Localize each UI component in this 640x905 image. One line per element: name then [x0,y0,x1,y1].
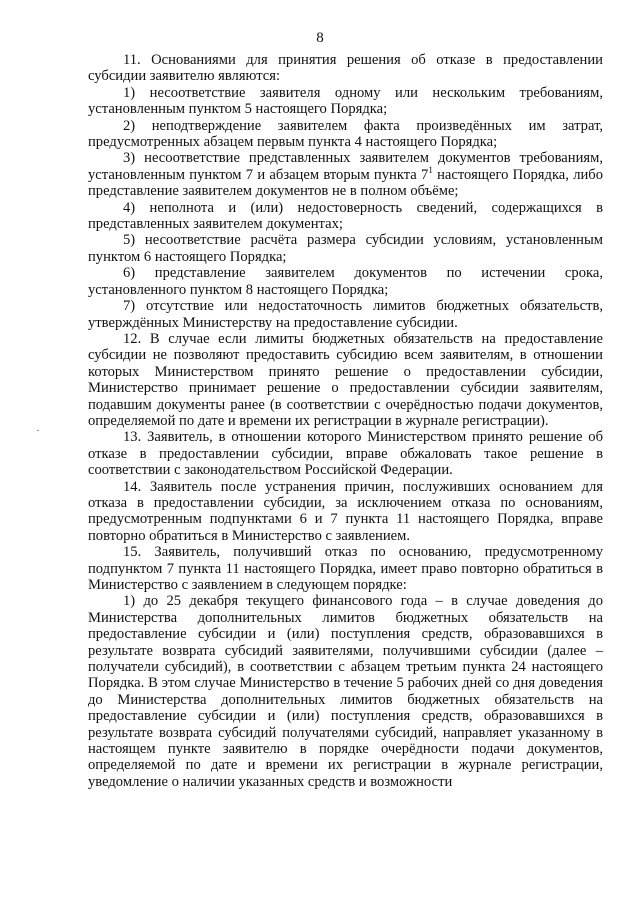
page-number: 8 [316,30,324,46]
paragraph-14: 14. Заявитель после устранения причин, послуживших основанием для отказа в предоставлении субсидии, за исключением отказа по основаниям, предусмотренным подпунктами 6 и 7 пункта 11 настоящего Порядка, вправе повторно обратиться в Министерство с заявлением. [88,478,603,544]
item-11-2: 2) неподтверждение заявителем факта произведённых им затрат, предусмотренных абзацем первым пункта 4 настоящего Порядка; [88,117,603,151]
document-body [88,52,603,790]
paragraph-12: 12. В случае если лимиты бюджетных обязательств на предоставление субсидии не позволяют предоставить субсидию всем заявителям, в отношении которых Министерством принято решение о предоставлении субсидии, Министерство принимает решение о предоставлении субсидии заявителям, подавшим документы ранее (в соответствии с очерёдностью подачи документов, определяемой по дате и времени их регистрации в журнале регистрации). [88,330,603,429]
item-11-1: 1) несоответствие заявителя одному или нескольким требованиям, установленным пунктом 5 настоящего Порядка; [88,84,603,118]
item-11-6: 6) представление заявителем документов по истечении срока, установленного пунктом 8 настоящего Порядка; [88,265,603,298]
item-15-1: 1) до 25 декабря текущего финансового года – в случае доведения до Министерства дополнительных лимитов бюджетных обязательств на предоставление субсидии и (или) поступления средств, образовавшихся в результате возврата субсидий заявителями, получившими субсидии (далее – получатели субсидий), в соответствии с абзацем третьим пункта 24 настоящего Порядка. В этом случае Министерство в течение 5 рабочих дней со дня доведения до Министерства дополнительных лимитов бюджетных обязательств на предоставление субсидии и (или) поступления средств, образовавшихся в результате возврата субсидий получателями субсидий, направляет указанному в настоящем пункте заявителю в порядке очерёдности подачи документов, определяемой по дате и времени их регистрации в журнале регистрации, уведомление о наличии указанных средств и возможности [88,593,603,790]
item-11-3: 3) несоответствие представленных заявителем документов требованиям, установленным пунктом 7 и абзацем вторым пункта $7^1$ настоящего Порядка, либо представление заявителем документов не в полном объёме; [88,150,604,200]
paragraph-15: 15. Заявитель, получивший отказ по основанию, предусмотренному подпунктом 7 пункта 11 настоящего Порядка, имеет право повторно обратиться в Министерство с заявлением в следующем порядке: [88,544,603,593]
scan-mark [37,430,39,431]
paragraph-13: 13. Заявитель, в отношении которого Министерством принято решение об отказе в предоставлении субсидии, вправе обжаловать такое решение в соответствии с законодательством Российской Федерации. [88,429,603,479]
item-11-5: 5) несоответствие расчёта размера субсидии условиям, установленным пунктом 6 настоящего Порядка; [88,232,603,265]
item-11-4: 4) неполнота и (или) недостоверность сведений, содержащихся в представленных заявителем документах; [88,199,603,233]
item-11-7: 7) отсутствие или недостаточность лимитов бюджетных обязательств, утверждённых Министерству на предоставление субсидии. [88,298,603,331]
paragraph-11: 11. Основаниями для принятия решения об отказе в предоставлении субсидии заявителю являются: [88,52,603,85]
superscript: 1 [428,164,433,175]
